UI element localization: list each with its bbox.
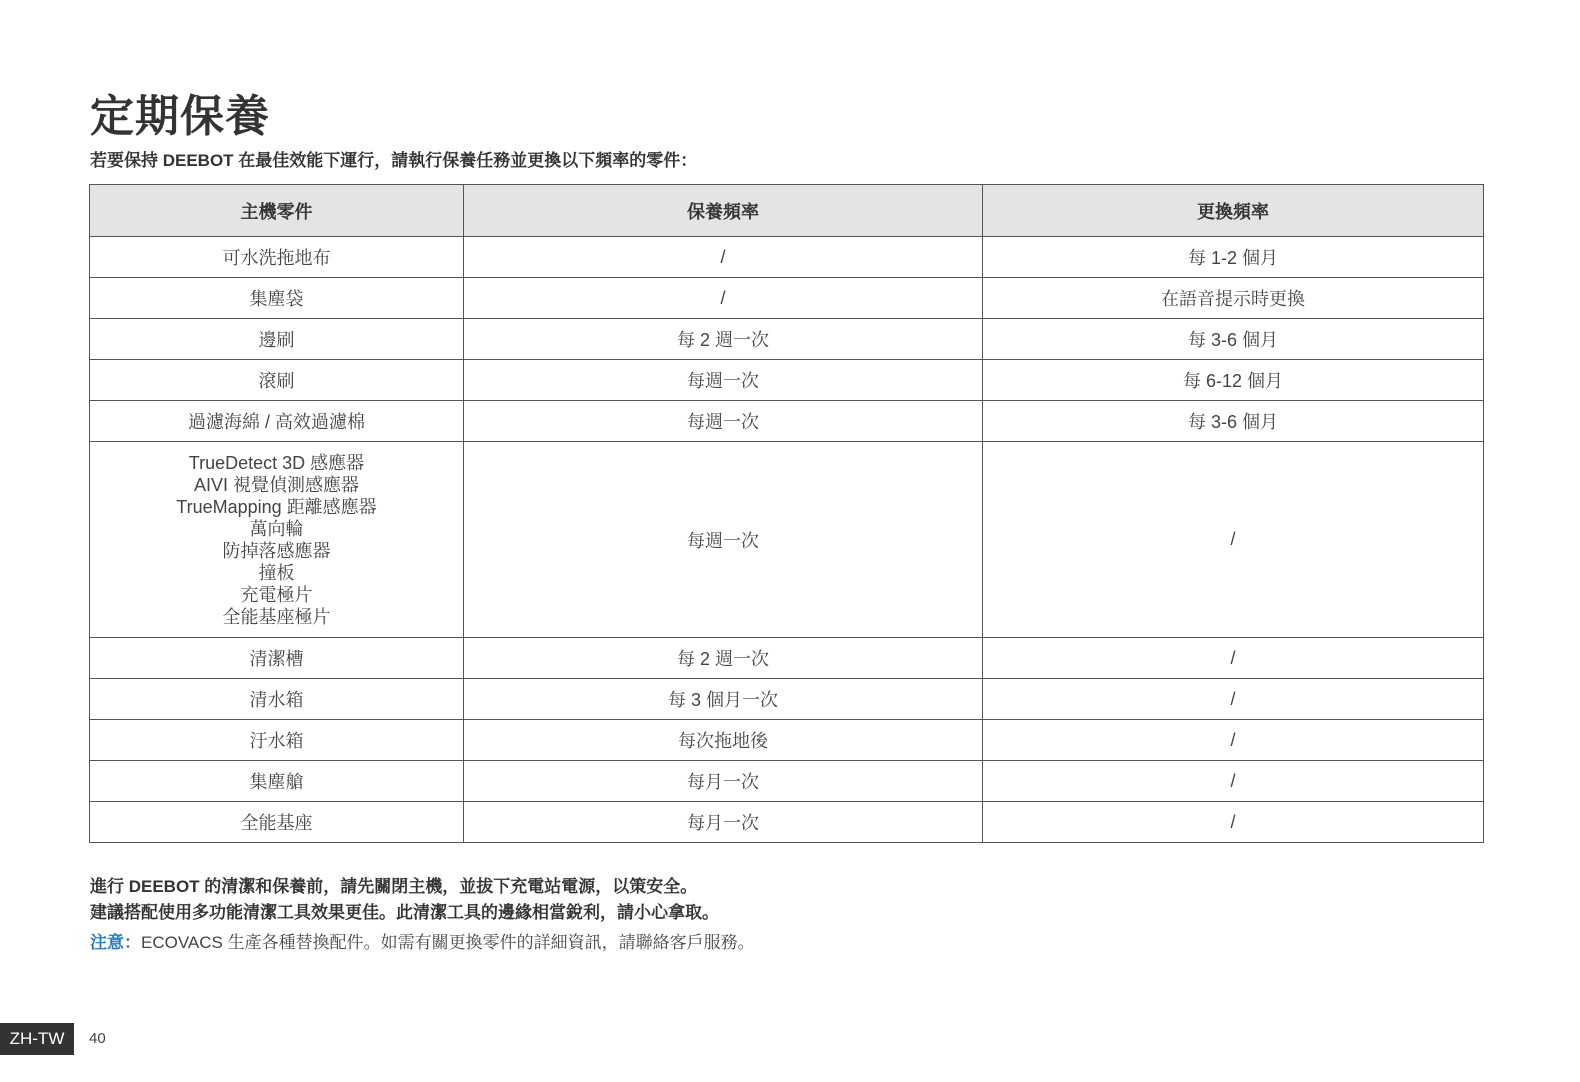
cell-replacement: 每 3-6 個月 [983, 401, 1484, 442]
table-row [90, 360, 1484, 401]
cell-replacement: 每 3-6 個月 [983, 319, 1484, 360]
part-line: 萬向輪 [249, 518, 304, 539]
cell-maintenance: 每次拖地後 [464, 720, 983, 761]
cell-part: 全能基座 [90, 802, 464, 843]
safety-note: 進行 DEEBOT 的清潔和保養前，請先關閉主機，並拔下充電站電源，以策安全。 [90, 877, 698, 896]
part-line: 撞板 [258, 562, 295, 583]
table-row [90, 802, 1484, 843]
cell-maintenance: 每 3 個月一次 [464, 679, 983, 720]
cell-maintenance: 每 2 週一次 [464, 319, 983, 360]
cell-replacement: 每 6-12 個月 [983, 360, 1484, 401]
cell-part: 可水洗拖地布 [90, 237, 464, 278]
cell-replacement: / [983, 720, 1484, 761]
cell-part: 滾刷 [90, 360, 464, 401]
cell-maintenance: 每週一次 [464, 442, 983, 638]
cell-maintenance: 每 2 週一次 [464, 638, 983, 679]
page-number: 40 [89, 1030, 106, 1047]
cell-part: 集塵艙 [90, 761, 464, 802]
table-row [90, 442, 1484, 638]
note-text: ECOVACS 生產各種替換配件。如需有關更換零件的詳細資訊，請聯絡客戶服務。 [141, 933, 755, 952]
cell-part: 集塵袋 [90, 278, 464, 319]
part-line: TrueMapping 距離感應器 [176, 496, 377, 517]
part-line: AIVI 視覺偵測感應器 [193, 474, 359, 495]
part-line: TrueDetect 3D 感應器 [188, 452, 365, 473]
cell-maintenance: / [464, 278, 983, 319]
cell-replacement: / [983, 638, 1484, 679]
part-line: 全能基座極片 [222, 606, 331, 627]
part-line: 充電極片 [240, 584, 313, 605]
table-row [90, 679, 1484, 720]
page-title: 定期保養 [90, 92, 270, 141]
maintenance-table [89, 184, 1484, 843]
table-row [90, 638, 1484, 679]
cell-part: 清潔槽 [90, 638, 464, 679]
header-maintenance: 保養頻率 [464, 185, 983, 237]
table-row [90, 761, 1484, 802]
cell-replacement: / [983, 802, 1484, 843]
cell-replacement: / [983, 442, 1484, 638]
cell-part: 汙水箱 [90, 720, 464, 761]
table-row [90, 278, 1484, 319]
notes-section [90, 874, 755, 956]
tool-note: 建議搭配使用多功能清潔工具效果更佳。此清潔工具的邊緣相當銳利，請小心拿取。 [90, 903, 719, 922]
cell-part-list [90, 442, 464, 638]
table-header-row [90, 185, 1484, 237]
part-line: 防掉落感應器 [222, 540, 331, 561]
cell-part: 邊刷 [90, 319, 464, 360]
cell-maintenance: 每週一次 [464, 401, 983, 442]
cell-replacement: 每 1-2 個月 [983, 237, 1484, 278]
table-row [90, 401, 1484, 442]
page-subtitle: 若要保持 DEEBOT 在最佳效能下運行，請執行保養任務並更換以下頻率的零件： [90, 151, 698, 170]
table-row [90, 720, 1484, 761]
cell-maintenance: 每週一次 [464, 360, 983, 401]
cell-replacement: 在語音提示時更換 [983, 278, 1484, 319]
parts-note [90, 930, 755, 956]
cell-maintenance: 每月一次 [464, 802, 983, 843]
note-label: 注意： [90, 933, 141, 952]
table-row [90, 319, 1484, 360]
header-replacement: 更換頻率 [983, 185, 1484, 237]
cell-maintenance: / [464, 237, 983, 278]
language-badge: ZH-TW [0, 1023, 74, 1055]
header-part: 主機零件 [90, 185, 464, 237]
cell-part: 過濾海綿 / 高效過濾棉 [90, 401, 464, 442]
cell-maintenance: 每月一次 [464, 761, 983, 802]
table-row [90, 237, 1484, 278]
cell-replacement: / [983, 761, 1484, 802]
cell-part: 清水箱 [90, 679, 464, 720]
cell-replacement: / [983, 679, 1484, 720]
